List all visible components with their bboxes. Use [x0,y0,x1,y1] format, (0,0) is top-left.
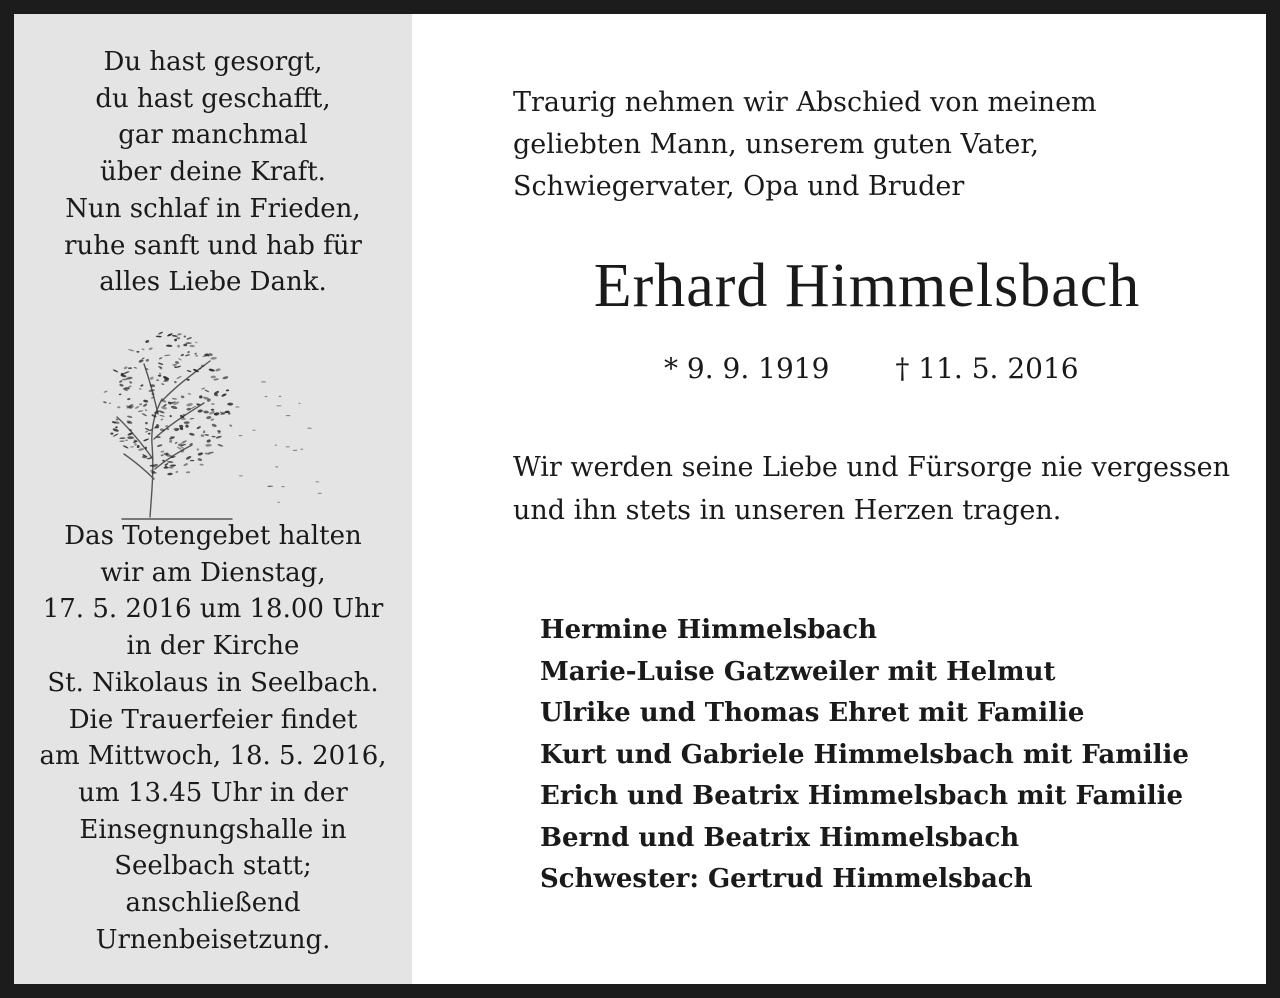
service-line: am Mittwoch, 18. 5. 2016, [39,741,387,772]
poem-line: Du hast gesorgt, [103,47,323,77]
service-line: anschließend [125,888,301,919]
death-date: † 11. 5. 2016 [895,352,1079,385]
service-line: Seelbach statt; [114,851,312,882]
service-line: Einsegnungshalle in [79,814,347,845]
family-list [540,610,1189,901]
remembrance-line: und ihn stets in unseren Herzen tragen. [513,495,1062,526]
intro-line: geliebten Mann, unserem guten Vater, [513,129,1039,160]
intro-line: Schwiegervater, Opa und Bruder [513,171,965,202]
poem-line: über deine Kraft. [100,157,326,188]
remembrance-text [513,446,1230,532]
family-member: Erich und Beatrix Himmelsbach mit Familie [540,781,1184,811]
family-member: Bernd und Beatrix Himmelsbach [540,822,1020,853]
poem-line: du hast geschafft, [95,83,331,114]
service-line: um 13.45 Uhr in der [78,777,348,808]
service-line: in der Kirche [126,631,300,662]
service-line: St. Nikolaus in Seelbach. [47,667,379,698]
service-line: Das Totengebet halten [64,521,362,551]
service-line: Die Trauerfeier findet [68,704,358,735]
intro-text [513,82,1097,208]
family-member: Ulrike und Thomas Ehret mit Familie [540,698,1085,728]
tree-icon [82,319,332,529]
remembrance-line: Wir werden seine Liebe und Fürsorge nie vergessen [513,452,1231,483]
family-member: Hermine Himmelsbach [540,615,877,645]
service-line: 17. 5. 2016 um 18.00 Uhr [42,594,384,625]
intro-line: Traurig nehmen wir Abschied von meinem [513,87,1097,118]
life-dates [664,350,1079,388]
poem-line: Nun schlaf in Frieden, [65,193,361,224]
birth-date: * 9. 9. 1919 [664,352,830,385]
family-member: Kurt und Gabriele Himmelsbach mit Familie [540,739,1189,770]
service-details [14,518,412,958]
family-member: Marie-Luise Gatzweiler mit Helmut [540,656,1056,687]
sidebar-panel [14,14,412,984]
obituary-notice [14,14,1266,984]
poem-line: gar manchmal [118,120,308,151]
poem [14,44,412,301]
poem-line: ruhe sanft und hab für [64,230,362,261]
service-line: wir am Dienstag, [100,557,326,588]
poem-line: alles Liebe Dank. [99,267,327,298]
family-member: Schwester: Gertrud Himmelsbach [540,864,1033,894]
main-panel [412,14,1266,984]
deceased-name: Erhard Himmelsbach [593,252,1141,320]
service-line: Urnenbeisetzung. [95,924,331,955]
